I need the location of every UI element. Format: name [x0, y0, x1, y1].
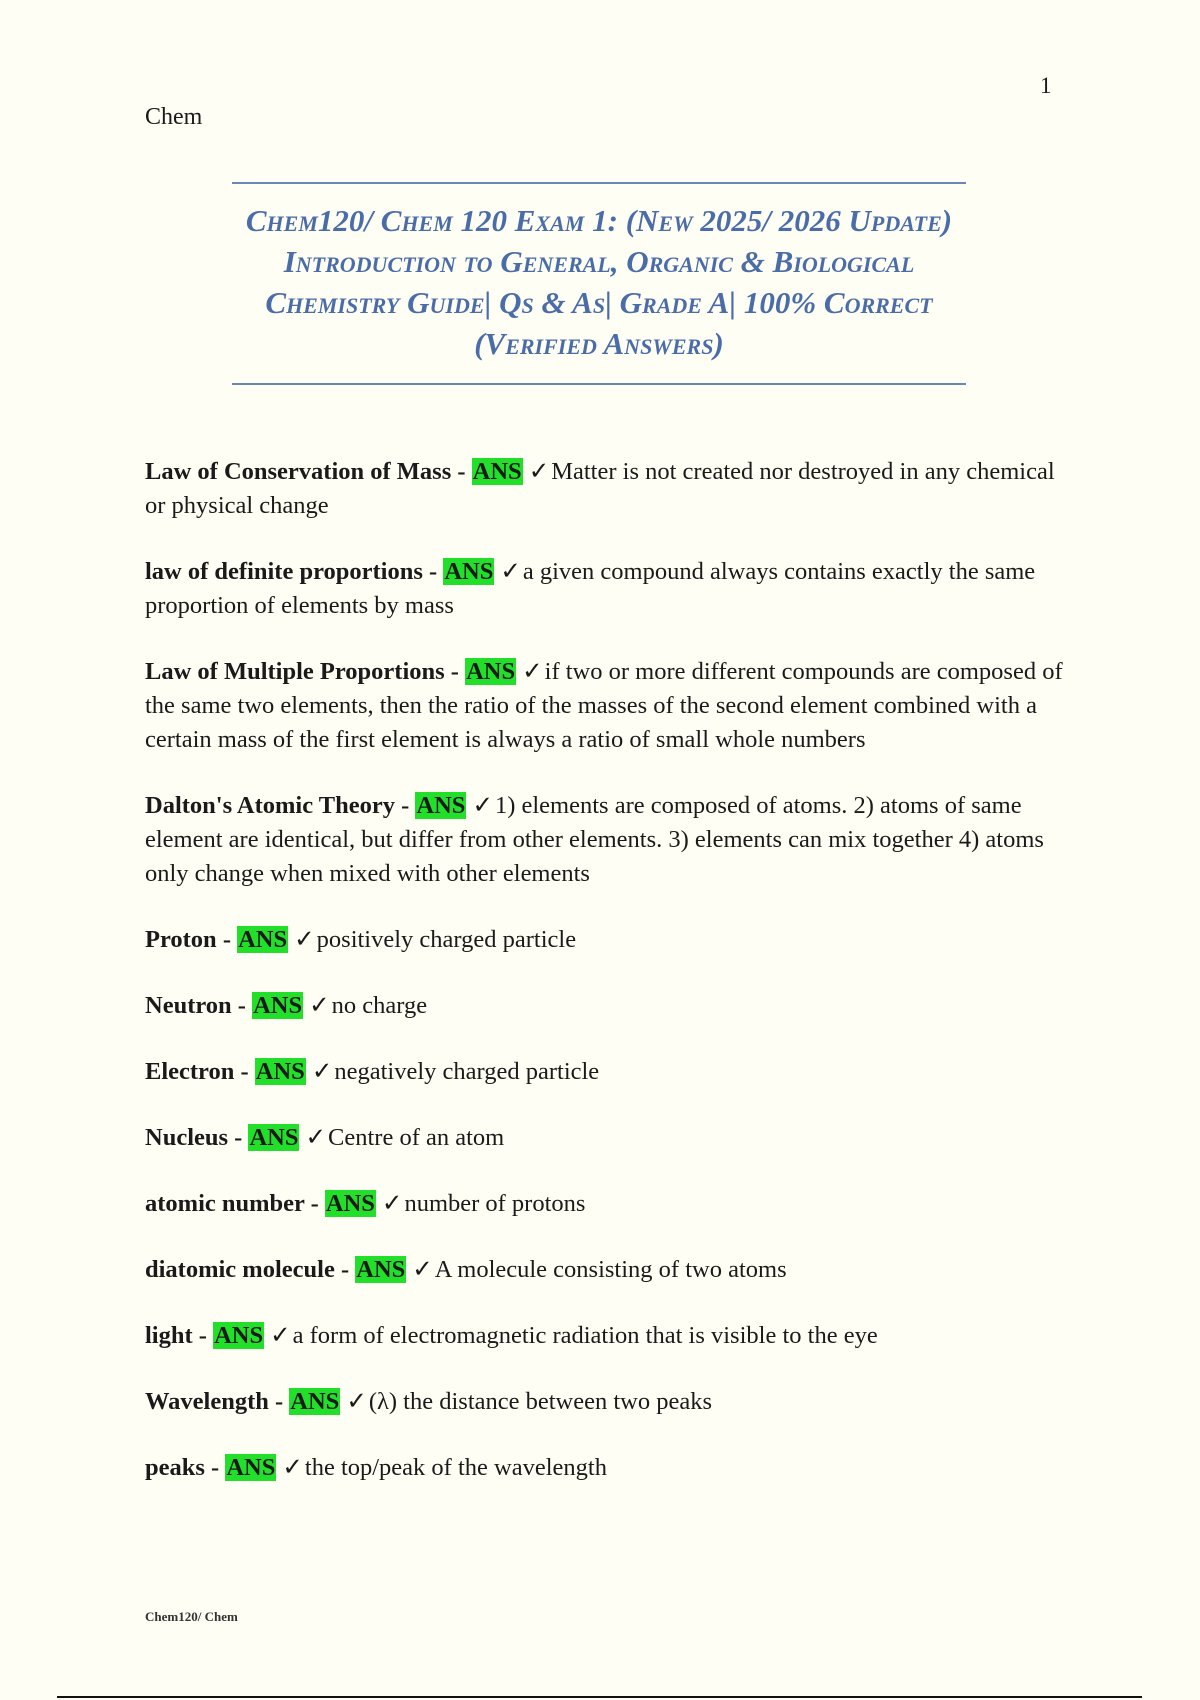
entry-separator: - — [395, 792, 416, 819]
check-icon: ✓ — [282, 1454, 303, 1481]
entry-term: Law of Multiple Proportions — [145, 658, 445, 685]
entry-separator: - — [444, 658, 466, 685]
entry-term: Nucleus — [145, 1124, 229, 1151]
qa-entry — [145, 1121, 1065, 1155]
entry-separator: - — [422, 558, 444, 585]
entry-answer: a given compound always contains exactly the same proportion of elements by mass — [145, 558, 1036, 619]
check-icon: ✓ — [500, 558, 521, 585]
qa-entry — [145, 555, 1065, 623]
entry-answer: A molecule consisting of two atoms — [434, 1256, 787, 1283]
entry-term: peaks — [145, 1454, 205, 1481]
entry-term: Proton — [145, 926, 217, 953]
check-icon: ✓ — [270, 1322, 291, 1349]
entry-separator: - — [231, 992, 253, 1019]
entry-separator: - — [228, 1124, 249, 1151]
document-title: Chem120/ Chem 120 Exam 1: (New 2025/ 2026 Update) Introduction to General, Organic & Biological Chemistry Guide| Qs & As| Grade A| 100% Correct (Verified Answers) — [245, 203, 953, 361]
ans-highlight: ANS — [290, 1388, 340, 1415]
entry-answer: a form of electromagnetic radiation that is visible to the eye — [292, 1322, 878, 1349]
qa-entry — [145, 989, 1065, 1023]
qa-entry — [145, 455, 1065, 523]
page-bottom-border — [57, 1696, 1142, 1698]
qa-entry — [145, 1055, 1065, 1089]
ans-highlight: ANS — [466, 658, 516, 685]
entry-answer: Matter is not created nor destroyed in any chemical or physical change — [145, 458, 1055, 519]
ans-highlight: ANS — [214, 1322, 264, 1349]
entry-term: atomic number — [145, 1190, 305, 1217]
ans-highlight: ANS — [444, 558, 494, 585]
ans-highlight: ANS — [255, 1058, 305, 1085]
check-icon: ✓ — [294, 926, 315, 953]
entry-separator: - — [451, 458, 472, 485]
entry-answer: 1) elements are composed of atoms. 2) atoms of same element are identical, but differ from other elements. 3) elements can mix together 4) atoms only change when mixed with other elements — [145, 792, 1044, 887]
entry-term: Law of Conservation of Mass — [145, 458, 452, 485]
ans-highlight: ANS — [325, 1190, 375, 1217]
entry-answer: if two or more different compounds are composed of the same two elements, then the ratio of the masses of the second element combined with a certain mass of the first element is always a ratio of small whole numbers — [145, 658, 1063, 753]
ans-highlight: ANS — [253, 992, 303, 1019]
entry-separator: - — [304, 1190, 325, 1217]
qa-entry — [145, 1385, 1065, 1419]
ans-highlight: ANS — [416, 792, 466, 819]
check-icon: ✓ — [346, 1388, 367, 1415]
entry-term: diatomic molecule — [145, 1256, 335, 1283]
entry-separator: - — [268, 1388, 290, 1415]
page-number: 1 — [1040, 73, 1052, 98]
entry-term: Neutron — [145, 992, 232, 1019]
qa-entry — [145, 1253, 1065, 1287]
entry-answer: negatively charged particle — [334, 1058, 600, 1085]
entry-separator: - — [334, 1256, 356, 1283]
entry-answer: positively charged particle — [316, 926, 577, 953]
title-top-rule — [232, 182, 966, 184]
ans-highlight: ANS — [249, 1124, 299, 1151]
entry-answer: the top/peak of the wavelength — [304, 1454, 607, 1481]
qa-entry — [145, 1451, 1065, 1485]
entry-term: Dalton's Atomic Theory — [145, 792, 395, 819]
check-icon: ✓ — [472, 792, 493, 819]
ans-highlight: ANS — [238, 926, 288, 953]
check-icon: ✓ — [412, 1256, 433, 1283]
check-icon: ✓ — [528, 458, 550, 485]
qa-entry — [145, 789, 1065, 891]
check-icon: ✓ — [309, 992, 330, 1019]
qa-entry — [145, 1319, 1065, 1353]
entry-separator: - — [192, 1322, 214, 1349]
entry-answer: no charge — [331, 992, 428, 1019]
ans-highlight: ANS — [472, 458, 522, 485]
entry-term: light — [145, 1322, 193, 1349]
entry-answer: (λ) the distance between two peaks — [368, 1388, 713, 1415]
check-icon: ✓ — [522, 658, 543, 685]
qa-list — [145, 455, 1065, 1517]
entry-answer: number of protons — [404, 1190, 586, 1217]
title-bottom-rule — [232, 383, 966, 385]
entry-term: law of definite proportions — [145, 558, 423, 585]
ans-highlight: ANS — [356, 1256, 406, 1283]
check-icon: ✓ — [305, 1124, 327, 1151]
page-header: Chem — [145, 104, 203, 130]
entry-answer: Centre of an atom — [328, 1124, 505, 1151]
entry-term: Wavelength — [145, 1388, 269, 1415]
check-icon: ✓ — [311, 1058, 333, 1085]
entry-separator: - — [216, 926, 238, 953]
ans-highlight: ANS — [226, 1454, 276, 1481]
qa-entry — [145, 1187, 1065, 1221]
check-icon: ✓ — [381, 1190, 403, 1217]
qa-entry — [145, 655, 1065, 757]
entry-separator: - — [204, 1454, 226, 1481]
entry-term: Electron — [145, 1058, 235, 1085]
qa-entry — [145, 923, 1065, 957]
entry-separator: - — [234, 1058, 255, 1085]
page-footer: Chem120/ Chem — [145, 1609, 238, 1624]
